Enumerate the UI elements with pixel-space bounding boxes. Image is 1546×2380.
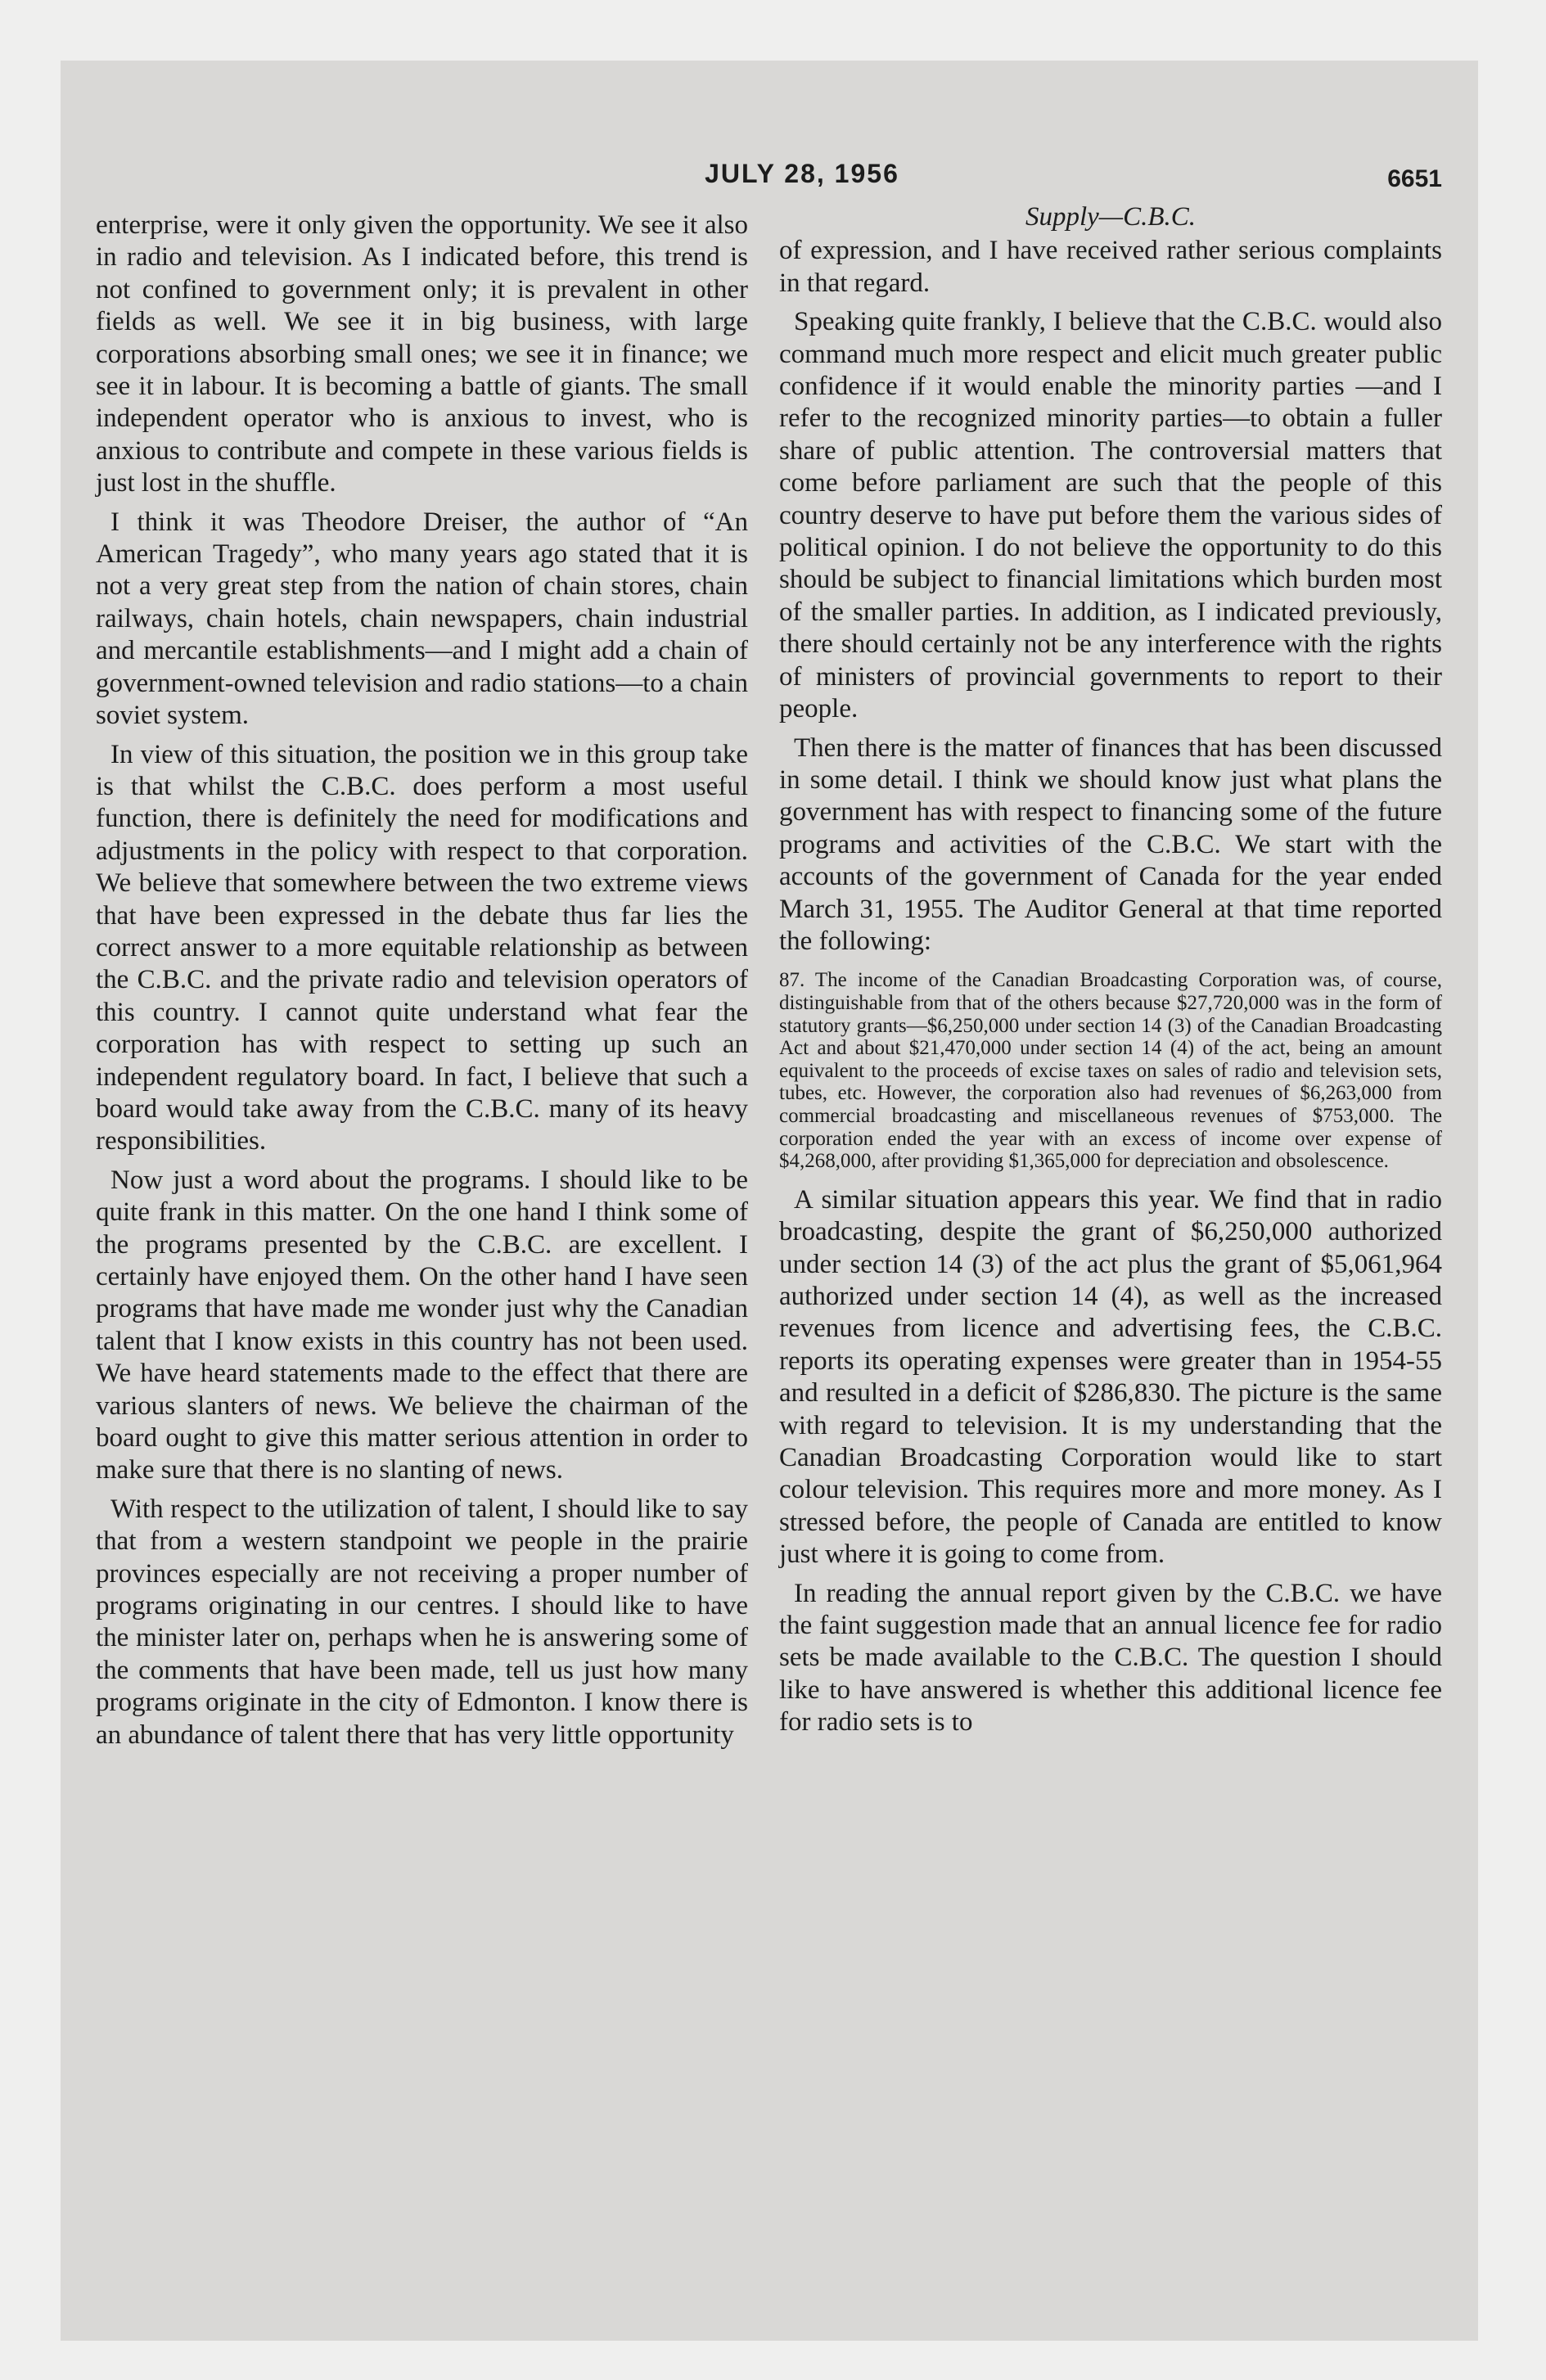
right-paragraph-2: Speaking quite frankly, I believe that the C.B.C. would also command much more respect and elicit much greater public confidence if it would enable the minority parties —and I refer to the recognized minority parties—to obtain a fuller share of public attention. The controversial matters that come before parliament are such that the people of this country deserve to have put before them the various sides of political opinion. I do not believe the opportunity to do this should be subject to financial limitations which burden most of the smaller parties. In addition, as I indicated previously, there should certainly not be any interference with the rights of ministers of provincial governments to report to their people. [779,307,1442,724]
left-paragraph-1: enterprise, were it only given the opportunity. We see it also in radio and television. As I indicated before, this trend is not confined to government only; it is prevalent in other fields as well. We see it in big business, with large corporations absorbing small ones; we see it in finance; we see it in labour. It is becoming a battle of giants. The small independent operator who is anxious to invest, who is anxious to contribute and compete in these various fields is just lost in the shuffle. [96,210,748,498]
left-paragraph-3: In view of this situation, the position we in this group take is that whilst the C.B.C. does perform a most useful function, there is definitely the need for modifications and adjustments in the policy with respect to that corporation. We believe that somewhere between the two extreme views that have been expressed in the debate thus far lies the correct answer to a more equitable relationship as between the C.B.C. and the private radio and television operators of this country. I cannot quite understand what fear the corporation has with respect to setting up such an independent regulatory board. In fact, I believe that such a board would take away from the C.B.C. many of its heavy responsibilities. [96,739,748,1156]
right-paragraph-1: of expression, and I have received rather serious complaints in that regard. [779,236,1442,298]
left-paragraph-2: I think it was Theodore Dreiser, the author of “An American Tragedy”, who many years ago stated that it is not a very great step from the nation of chain stores, chain railways, chain hotels, chain newspapers, chain industrial and mercantile establishments—and I might add a chain of government-owned television and radio stations—to a chain soviet system. [96,507,748,731]
right-paragraph-4: A similar situation appears this year. We find that in radio broadcasting, despite the grant of $6,250,000 authorized under section 14 (3) of the act plus the grant of $5,061,964 authorized under section 14 (4), as well as the increased revenues from licence and advertising fees, the C.B.C. reports its operating expenses were greater than in 1954-55 and resulted in a deficit of $286,830. The picture is the same with regard to television. It is my understanding that the Canadian Broadcasting Corporation would like to start colour television. This requires more and more money. As I stressed before, the people of Canada are entitled to know just where it is going to come from. [779,1184,1442,1570]
page-scan [61,61,1478,2341]
page-number: 6651 [1387,165,1442,192]
right-column [779,201,1442,1739]
right-paragraph-5: In reading the annual report given by the C.B.C. we have the faint suggestion made that an annual licence fee for radio sets be made available to the C.B.C. The question I should like to have answered is whether this additional licence fee for radio sets is to [779,1578,1442,1738]
left-paragraph-5: With respect to the utilization of talent, I should like to say that from a western standpoint we people in the prairie provinces especially are not receiving a proper number of programs originating in our centres. I should like to have the minister later on, perhaps when he is answering some of the comments that have been made, tell us just how many programs originate in the city of Edmonton. I know there is an abundance of talent there that has very little opportunity [96,1494,748,1750]
left-paragraph-4: Now just a word about the programs. I should like to be quite frank in this matter. On the one hand I think some of the programs presented by the C.B.C. are excellent. I certainly have enjoyed them. On the other hand I have seen programs that have made me wonder just why the Canadian talent that I know exists in this country has not been used. We have heard statements made to the effect that there are various slanters of news. We believe the chairman of the board ought to give this matter serious attention in order to make sure that there is no slanting of news. [96,1165,748,1485]
left-column [96,210,748,1751]
running-head: Supply—C.B.C. [1025,202,1197,232]
header-date: JULY 28, 1956 [705,159,899,188]
right-paragraph-3: Then there is the matter of finances that has been discussed in some detail. I think we should know just what plans the government has with respect to financing some of the future programs and activities of the C.B.C. We start with the accounts of the government of Canada for the year ended March 31, 1955. The Auditor General at that time reported the following: [779,732,1442,956]
page-header [61,159,1478,200]
auditor-general-quote: 87. The income of the Canadian Broadcasting Corporation was, of course, distinguishable from that of the others because $27,720,000 was in the form of statutory grants—$6,250,000 under section 14 (3) of the Canadian Broadcasting Act and about $21,470,000 under section 14 (4) of the act, being an amount equivalent to the proceeds of excise taxes on sales of radio and television sets, tubes, etc. However, the corporation also had revenues of $6,263,000 from commercial broadcasting and miscellaneous revenues of $753,000. The corporation ended the year with an excess of income over expense of $4,268,000, after providing $1,365,000 for depreciation and obsolescence. [779,969,1442,1173]
